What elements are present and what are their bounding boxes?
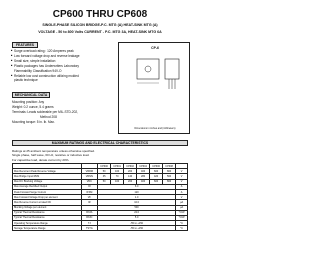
mechanical-data-line: Weight: 0.2 ounce, 5.4 grams xyxy=(12,104,54,109)
table-cell: 280 xyxy=(137,174,150,179)
table-cell: 5.0 xyxy=(98,215,176,220)
feature-item: Flammability Classification 94V-O xyxy=(14,68,62,73)
table-cell: V xyxy=(176,169,188,174)
table-cell: RθJC xyxy=(81,215,98,220)
table-cell: VRRM xyxy=(81,169,98,174)
table-cell: 70 xyxy=(111,174,124,179)
table-cell: °C xyxy=(176,226,188,231)
feature-item: ■ Reliable low cost construction utilizing molded xyxy=(11,74,111,79)
table-cell: IO xyxy=(81,184,98,189)
table-cell: A xyxy=(176,184,188,189)
table-cell: Max Forward Voltage Drop per element xyxy=(13,195,82,200)
table-body xyxy=(13,169,188,231)
table-cell: VRMS xyxy=(81,174,98,179)
mechanical-data-line: Mounting torque: 5 in. lb. Max. xyxy=(12,119,55,124)
table-cell: Typical Thermal Resistance xyxy=(13,215,82,220)
ratings-note-line: Single phase, half wave, 60 Hz, resistive or inductive load. xyxy=(12,153,90,158)
table-cell: Max Recurrent Peak Reverse Voltage xyxy=(13,169,82,174)
feature-item: ■ Small size, simple installation xyxy=(11,59,111,64)
feature-item: ■ Low forward voltage drop and reverse leakage xyxy=(11,54,111,59)
table-cell: °C/W xyxy=(176,210,188,215)
table-cell: Max DC Blocking Voltage xyxy=(13,179,82,184)
mechanical-data-line: Method 208 xyxy=(40,114,57,119)
table-cell: 600 xyxy=(150,179,163,184)
ratings-header: MAXIMUM RATINGS AND ELECTRICAL CHARACTERISTICS xyxy=(12,140,188,146)
mechanical-data-list xyxy=(12,100,112,125)
subtitle-line-1: SINGLE-PHASE SILICON BRIDGE-P.C. MTG (A) HEAT-SINK MTG (A) xyxy=(42,23,158,27)
table-cell: °C/W xyxy=(176,215,188,220)
table-cell: 100 xyxy=(111,169,124,174)
table-cell: IR xyxy=(81,200,98,205)
feature-item: ■ Plastic packages has Underwriters Laboratory xyxy=(11,64,111,69)
table-cell: Storage Temperature Range xyxy=(13,226,82,231)
mechanical-data-line: Terminals: Leads solderable per MIL-STD-202, xyxy=(12,109,79,114)
features-list xyxy=(11,49,111,83)
table-header-cell: CP604 xyxy=(137,164,150,169)
table-cell: μA xyxy=(176,200,188,205)
table-cell: Max Reverse Current at rated DC xyxy=(13,200,82,205)
table-cell: 22.0 xyxy=(98,210,176,215)
table-cell: Blocking Voltage per element xyxy=(13,205,82,210)
table-cell: 200 xyxy=(124,179,137,184)
table-cell: 600 xyxy=(150,169,163,174)
table-header-cell: CP608 xyxy=(163,164,176,169)
table-cell: 120 xyxy=(98,189,176,194)
table-cell: 50 xyxy=(98,169,111,174)
table-cell: Peak Forward Surge Current xyxy=(13,189,82,194)
package-diagram-frame xyxy=(118,42,190,134)
mounting-hole xyxy=(145,66,151,72)
table-cell: VF xyxy=(81,195,98,200)
table-cell: Typical Thermal Resistance xyxy=(13,210,82,215)
table-header-cell: CP602 xyxy=(124,164,137,169)
table-cell: -55 to +150 xyxy=(98,221,176,226)
feature-item: ■ Surge overload rating : 120 Amperes peak xyxy=(11,49,111,54)
table-cell: TJ xyxy=(81,221,98,226)
table-cell: V xyxy=(176,195,188,200)
table-header-cell: CP601 xyxy=(111,164,124,169)
ratings-notes xyxy=(12,149,188,162)
table-header-cell: CP606 xyxy=(150,164,163,169)
table-cell: 35 xyxy=(98,174,111,179)
table-cell: 800 xyxy=(163,179,176,184)
table-cell: 500 xyxy=(98,205,176,210)
table-cell: A xyxy=(176,189,188,194)
table-cell: V xyxy=(176,179,188,184)
package-outline-drawing xyxy=(125,53,185,93)
feature-item: plastic technique xyxy=(14,78,38,83)
table-cell: 50 xyxy=(98,179,111,184)
table-cell: Operating Temperature Range xyxy=(13,221,82,226)
document-title: CP600 THRU CP608 xyxy=(52,9,148,20)
table-cell: 560 xyxy=(163,174,176,179)
table-header-cell: CP600 xyxy=(98,164,111,169)
table-cell: 200 xyxy=(124,169,137,174)
package-body-top xyxy=(137,59,159,79)
features-header: FEATURES xyxy=(12,42,38,48)
table-cell: RθJA xyxy=(81,210,98,215)
table-cell: 140 xyxy=(124,174,137,179)
mechanical-data-header: MECHANICAL DATA xyxy=(12,92,50,98)
mechanical-data-line: Mounting position: Any xyxy=(12,100,45,104)
table-cell: VDC xyxy=(81,179,98,184)
ratings-table xyxy=(12,163,188,231)
table-cell: μA xyxy=(176,205,188,210)
table-cell: Max Average Rectified Output xyxy=(13,184,82,189)
table-cell: 420 xyxy=(150,174,163,179)
package-body-side xyxy=(165,59,179,79)
table-cell: 100 xyxy=(111,179,124,184)
table-cell: 1.0 xyxy=(98,195,176,200)
table-cell: -55 to +150 xyxy=(98,226,176,231)
table-cell: IFSM xyxy=(81,189,98,194)
table-cell: 6.0 xyxy=(98,184,176,189)
table-cell: 10.0 xyxy=(98,200,176,205)
table-row xyxy=(13,226,188,231)
ratings-note-line: Ratings at 25 ambient temperature unless otherwise specified. xyxy=(12,149,95,153)
table-cell: 400 xyxy=(137,179,150,184)
ratings-note-line: For capacitive load, derate current by 20%. xyxy=(12,157,70,162)
package-label: CP-6 xyxy=(151,46,159,50)
table-cell: °C xyxy=(176,221,188,226)
subtitle-line-2: VOLTAGE - 50 to 800 Volts CURRENT - P.C. MTG 3A, HEAT-SINK MTG 6A xyxy=(38,30,162,34)
table-cell: 400 xyxy=(137,169,150,174)
table-cell: 800 xyxy=(163,169,176,174)
table-cell: V xyxy=(176,174,188,179)
table-cell: TSTG xyxy=(81,226,98,231)
package-dimension-note: Dimensions in inches and (millimeters) xyxy=(134,127,176,130)
table-cell: Max Bridge Input RMS xyxy=(13,174,82,179)
